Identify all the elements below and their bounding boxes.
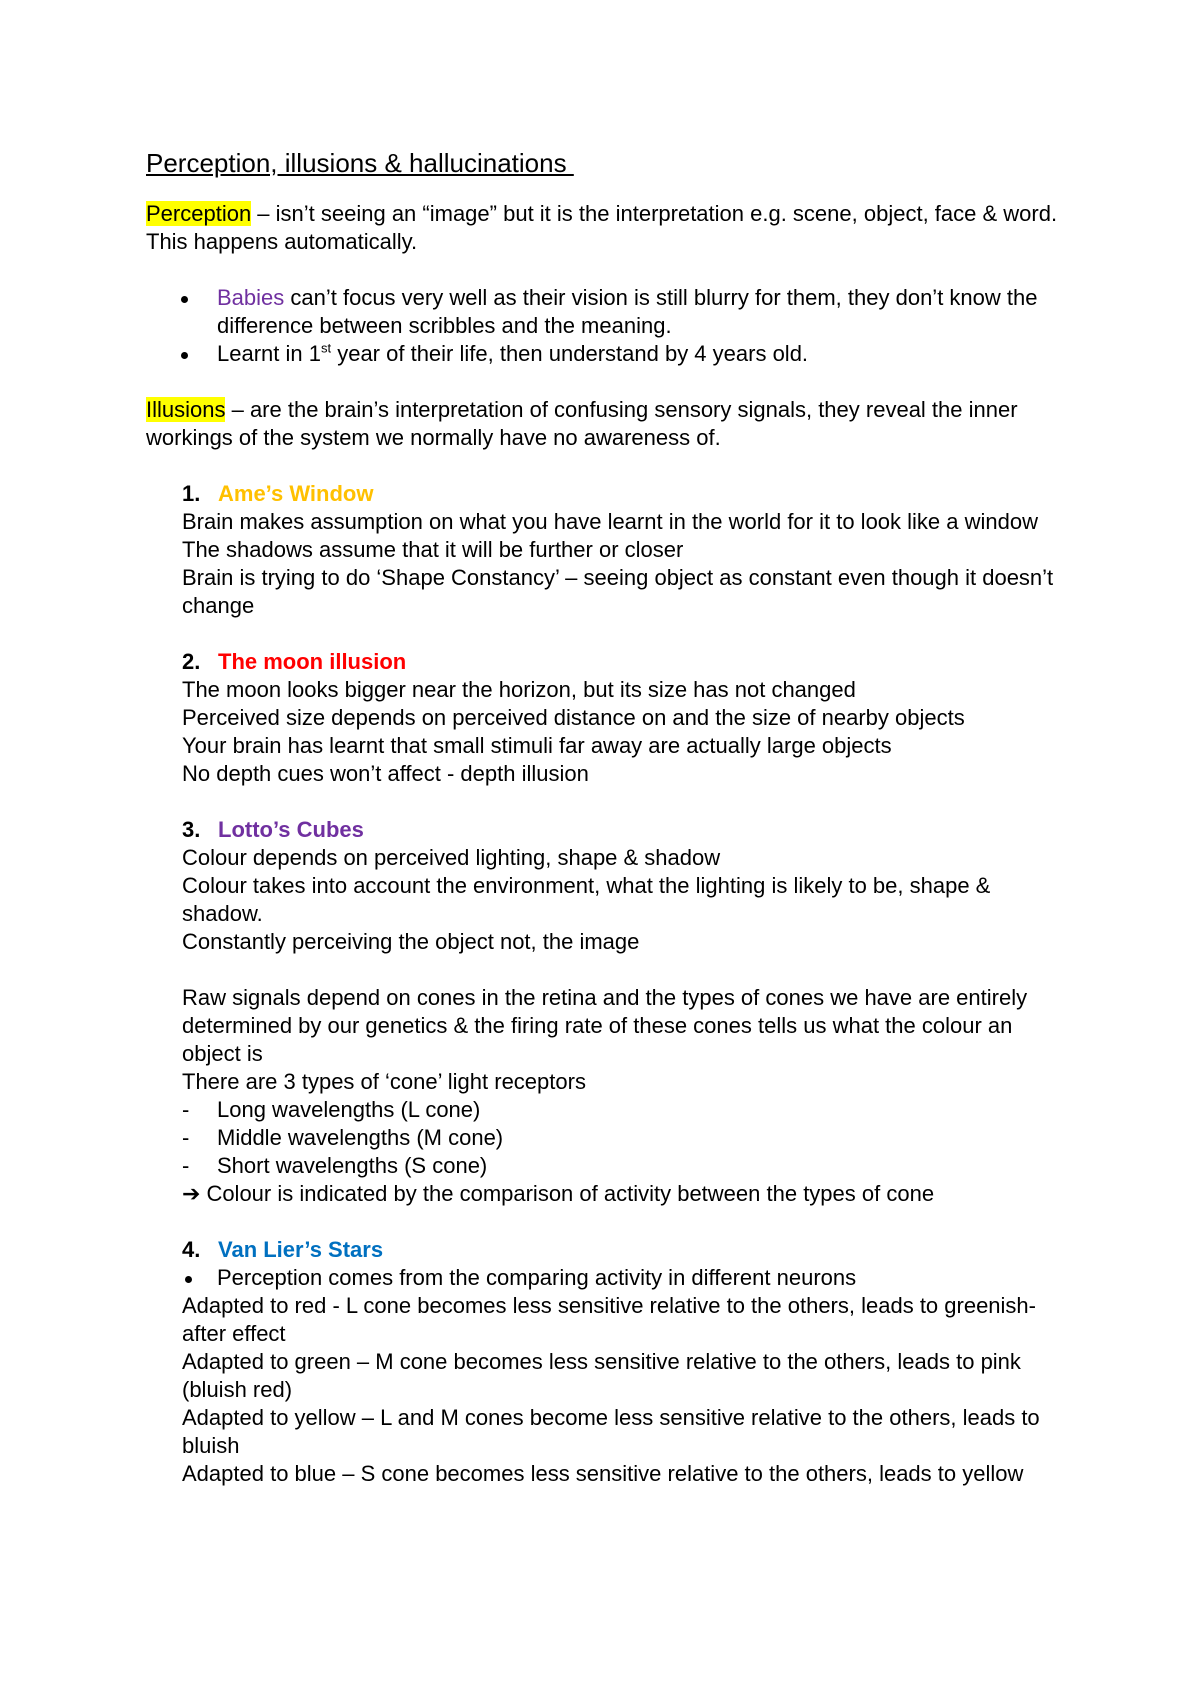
- text-line: Your brain has learnt that small stimuli far away are actually large objects: [182, 733, 892, 758]
- illusions-term: Illusions: [146, 397, 226, 422]
- text-line: Adapted to red - L cone becomes less sensitive relative to the others, leads to greenish-after effect: [182, 1293, 1036, 1346]
- list-item: [182, 1096, 1076, 1124]
- bullet-text: Perception comes from the comparing activity in different neurons: [217, 1265, 857, 1290]
- perception-definition: [146, 200, 1076, 256]
- dash-text: Middle wavelengths (M cone): [217, 1125, 504, 1150]
- arrow-right-icon: ➔: [182, 1181, 201, 1206]
- list-item: [217, 284, 1076, 340]
- list-item: [182, 1124, 1076, 1152]
- section-title: The moon illusion: [218, 649, 407, 674]
- dash-text: Short wavelengths (S cone): [217, 1153, 488, 1178]
- text-line: The shadows assume that it will be further or closer: [182, 537, 684, 562]
- text-line: Adapted to green – M cone becomes less sensitive relative to the others, leads to pink (bluish red): [182, 1349, 1021, 1402]
- bullet-icon: [181, 296, 188, 303]
- dash-text: Long wavelengths (L cone): [217, 1097, 481, 1122]
- section-lottos-cubes: [146, 816, 1076, 1208]
- text-line: No depth cues won’t affect - depth illusion: [182, 761, 589, 786]
- section-title: Lotto’s Cubes: [218, 817, 364, 842]
- bullet-text: Learnt in 1: [217, 341, 321, 366]
- section-van-liers-stars: [146, 1236, 1076, 1488]
- section-heading: [182, 1236, 1076, 1264]
- arrow-text: Colour is indicated by the comparison of activity between the types of cone: [206, 1181, 935, 1206]
- bullet-icon: [181, 352, 188, 359]
- dash-marker: -: [182, 1153, 190, 1178]
- arrow-conclusion: [182, 1180, 1076, 1208]
- section-ames-window: [146, 480, 1076, 620]
- text-line: Brain makes assumption on what you have learnt in the world for it to look like a window: [182, 509, 1038, 534]
- babies-term: Babies: [217, 285, 285, 310]
- text-line: Colour takes into account the environment, what the lighting is likely to be, shape & shadow.: [182, 873, 991, 926]
- page-title: Perception, illusions & hallucinations: [146, 148, 574, 178]
- superscript: st: [320, 340, 332, 356]
- perception-bullet-list: [146, 284, 1076, 368]
- section-moon-illusion: [146, 648, 1076, 788]
- dash-marker: -: [182, 1097, 190, 1122]
- perception-text: – isn’t seeing an “image” but it is the interpretation e.g. scene, object, face & word. This happens automatically.: [146, 201, 1058, 254]
- section-number: 1.: [182, 481, 201, 506]
- section-heading: [182, 816, 1076, 844]
- bullet-text: can’t focus very well as their vision is still blurry for them, they don’t know the difference between scribbles and the meaning.: [217, 285, 1038, 338]
- text-line: Adapted to blue – S cone becomes less sensitive relative to the others, leads to yellow: [182, 1461, 1024, 1486]
- section-number: 4.: [182, 1237, 201, 1262]
- text-line: Adapted to yellow – L and M cones become less sensitive relative to the others, leads to bluish: [182, 1405, 1040, 1458]
- bullet-text: year of their life, then understand by 4 years old.: [331, 341, 809, 366]
- section-number: 3.: [182, 817, 201, 842]
- section-heading: [182, 480, 1076, 508]
- text-line: Brain is trying to do ‘Shape Constancy’ – seeing object as constant even though it doesn’t change: [182, 565, 1054, 618]
- text-line: Raw signals depend on cones in the retina and the types of cones we have are entirely determined by our genetics & the firing rate of these cones tells us what the colour an object is: [182, 985, 1028, 1066]
- text-line: The moon looks bigger near the horizon, but its size has not changed: [182, 677, 856, 702]
- text-line: There are 3 types of ‘cone’ light receptors: [182, 1069, 586, 1094]
- list-item: [217, 340, 1076, 368]
- section-heading: [182, 648, 1076, 676]
- list-item: [182, 1264, 1076, 1292]
- dash-marker: -: [182, 1125, 190, 1150]
- text-line: Perceived size depends on perceived distance on and the size of nearby objects: [182, 705, 965, 730]
- blank-line: [182, 956, 1076, 984]
- text-line: Colour depends on perceived lighting, shape & shadow: [182, 845, 721, 870]
- list-item: [182, 1152, 1076, 1180]
- text-line: Constantly perceiving the object not, the image: [182, 929, 640, 954]
- section-number: 2.: [182, 649, 201, 674]
- illusions-text: – are the brain’s interpretation of confusing sensory signals, they reveal the inner workings of the system we normally have no awareness of.: [146, 397, 1018, 450]
- section-title: Ame’s Window: [218, 481, 374, 506]
- illusions-definition: [146, 396, 1076, 452]
- document-body: [146, 146, 1076, 1516]
- section-title: Van Lier’s Stars: [218, 1237, 384, 1262]
- bullet-icon: [185, 1276, 192, 1283]
- perception-term: Perception: [146, 201, 252, 226]
